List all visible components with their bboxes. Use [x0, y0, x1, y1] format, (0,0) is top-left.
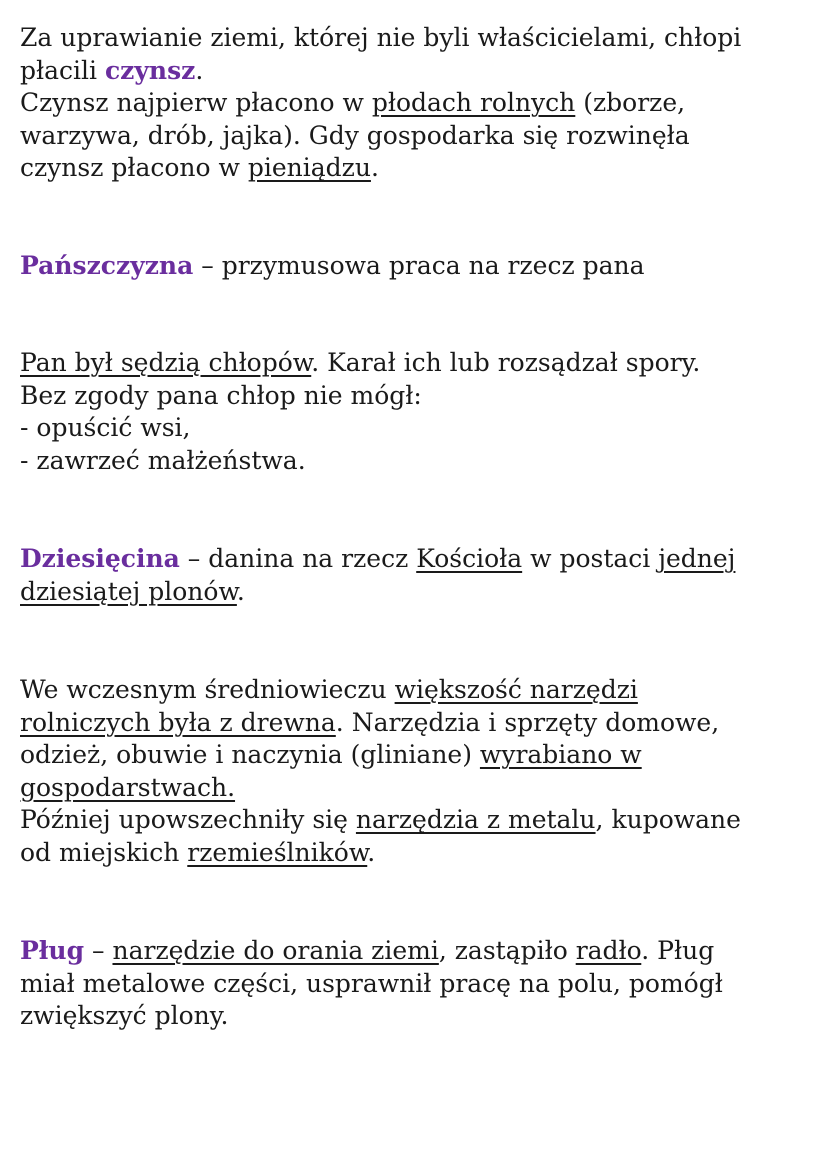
- line-text: .: [367, 837, 376, 867]
- text-line: [20, 87, 741, 120]
- text-line: [20, 837, 741, 870]
- line-text: płacili: [20, 55, 105, 85]
- underlined-phrase: pieniądzu: [247, 153, 371, 183]
- underlined-phrase: Kościoła: [416, 544, 523, 573]
- definition-text: – przymusowa praca na rzecz pana: [193, 251, 645, 280]
- line-text: . Karał ich lub rozsądzał spory.: [311, 348, 701, 377]
- line-text: Później upowszechniły się: [20, 805, 356, 835]
- text-line: [20, 120, 741, 153]
- line-text: - zawrzeć małżeństwa.: [20, 445, 306, 475]
- underlined-phrase: jednej: [658, 544, 736, 573]
- underlined-phrase: rzemieślników: [187, 837, 368, 867]
- line-text: Czynsz najpierw płacono w: [20, 88, 372, 118]
- underlined-phrase: rolniczych była z drewna: [20, 707, 336, 737]
- text-line: [20, 935, 723, 968]
- line-text: zwiększyć plony.: [20, 1001, 229, 1031]
- text-line: [20, 250, 645, 283]
- line-text: , zastąpiło: [438, 936, 576, 965]
- tools-paragraph: [20, 674, 741, 870]
- line-text: .: [370, 153, 379, 183]
- underlined-phrase: narzędzie do orania ziemi: [112, 936, 439, 965]
- underlined-phrase: płodach rolnych: [371, 88, 576, 118]
- line-text: .: [195, 55, 204, 85]
- line-text: odzież, obuwie i naczynia (gliniane): [20, 740, 480, 770]
- line-text: (zborze,: [575, 88, 686, 118]
- text-line: [20, 707, 741, 740]
- line-text: .: [236, 576, 245, 606]
- line-text: . Pług: [641, 936, 715, 965]
- rent-paragraph: [20, 22, 741, 185]
- text-line: [20, 772, 741, 805]
- underlined-phrase: dziesiątej plonów: [20, 576, 237, 606]
- text-line: [20, 543, 735, 576]
- text-line: [20, 968, 723, 1001]
- line-text: –: [84, 936, 113, 965]
- lord-judge-paragraph: [20, 347, 700, 477]
- term-czynsz: czynsz: [104, 55, 196, 85]
- line-text: Za uprawianie ziemi, której nie byli właścicielami, chłopi: [20, 23, 742, 52]
- line-text: . Narzędzia i sprzęty domowe,: [335, 707, 720, 737]
- dziesiecina-definition: [20, 543, 735, 608]
- line-text: - opuścić wsi,: [20, 413, 191, 443]
- underlined-phrase: radło: [575, 936, 642, 965]
- text-line: [20, 1000, 723, 1033]
- line-text: miał metalowe części, usprawnił pracę na polu, pomógł: [20, 968, 723, 998]
- text-line: [20, 55, 741, 88]
- underlined-phrase: większość narzędzi: [394, 675, 638, 704]
- underlined-phrase: wyrabiano w: [479, 740, 642, 770]
- line-text: – danina na rzecz: [179, 544, 417, 573]
- line-text: od miejskich: [20, 837, 188, 867]
- text-line: [20, 347, 700, 380]
- term-panszczyzna: Pańszczyzna: [20, 251, 194, 280]
- text-line: [20, 576, 735, 609]
- underlined-phrase: narzędzia z metalu: [355, 805, 596, 835]
- underlined-phrase: Pan był sędzią chłopów: [20, 348, 312, 377]
- text-line: [20, 804, 741, 837]
- text-line: [20, 22, 741, 55]
- plug-definition: [20, 935, 723, 1033]
- line-text: , kupowane: [595, 805, 741, 835]
- text-line: [20, 674, 741, 707]
- text-line: [20, 152, 741, 185]
- line-text: czynsz płacono w: [20, 153, 248, 183]
- term-dziesiecina: Dziesięcina: [20, 544, 180, 573]
- underlined-phrase: gospodarstwach.: [20, 772, 236, 802]
- line-text: We wczesnym średniowieczu: [20, 675, 395, 704]
- line-text: w postaci: [522, 544, 659, 573]
- line-text: warzywa, drób, jajka). Gdy gospodarka się rozwinęła: [20, 120, 690, 150]
- list-item: [20, 445, 700, 478]
- text-line: [20, 739, 741, 772]
- panszczyzna-definition: [20, 250, 645, 283]
- text-line: [20, 380, 700, 413]
- list-item: [20, 412, 700, 445]
- line-text: Bez zgody pana chłop nie mógł:: [20, 380, 422, 410]
- term-plug: Pług: [20, 936, 85, 965]
